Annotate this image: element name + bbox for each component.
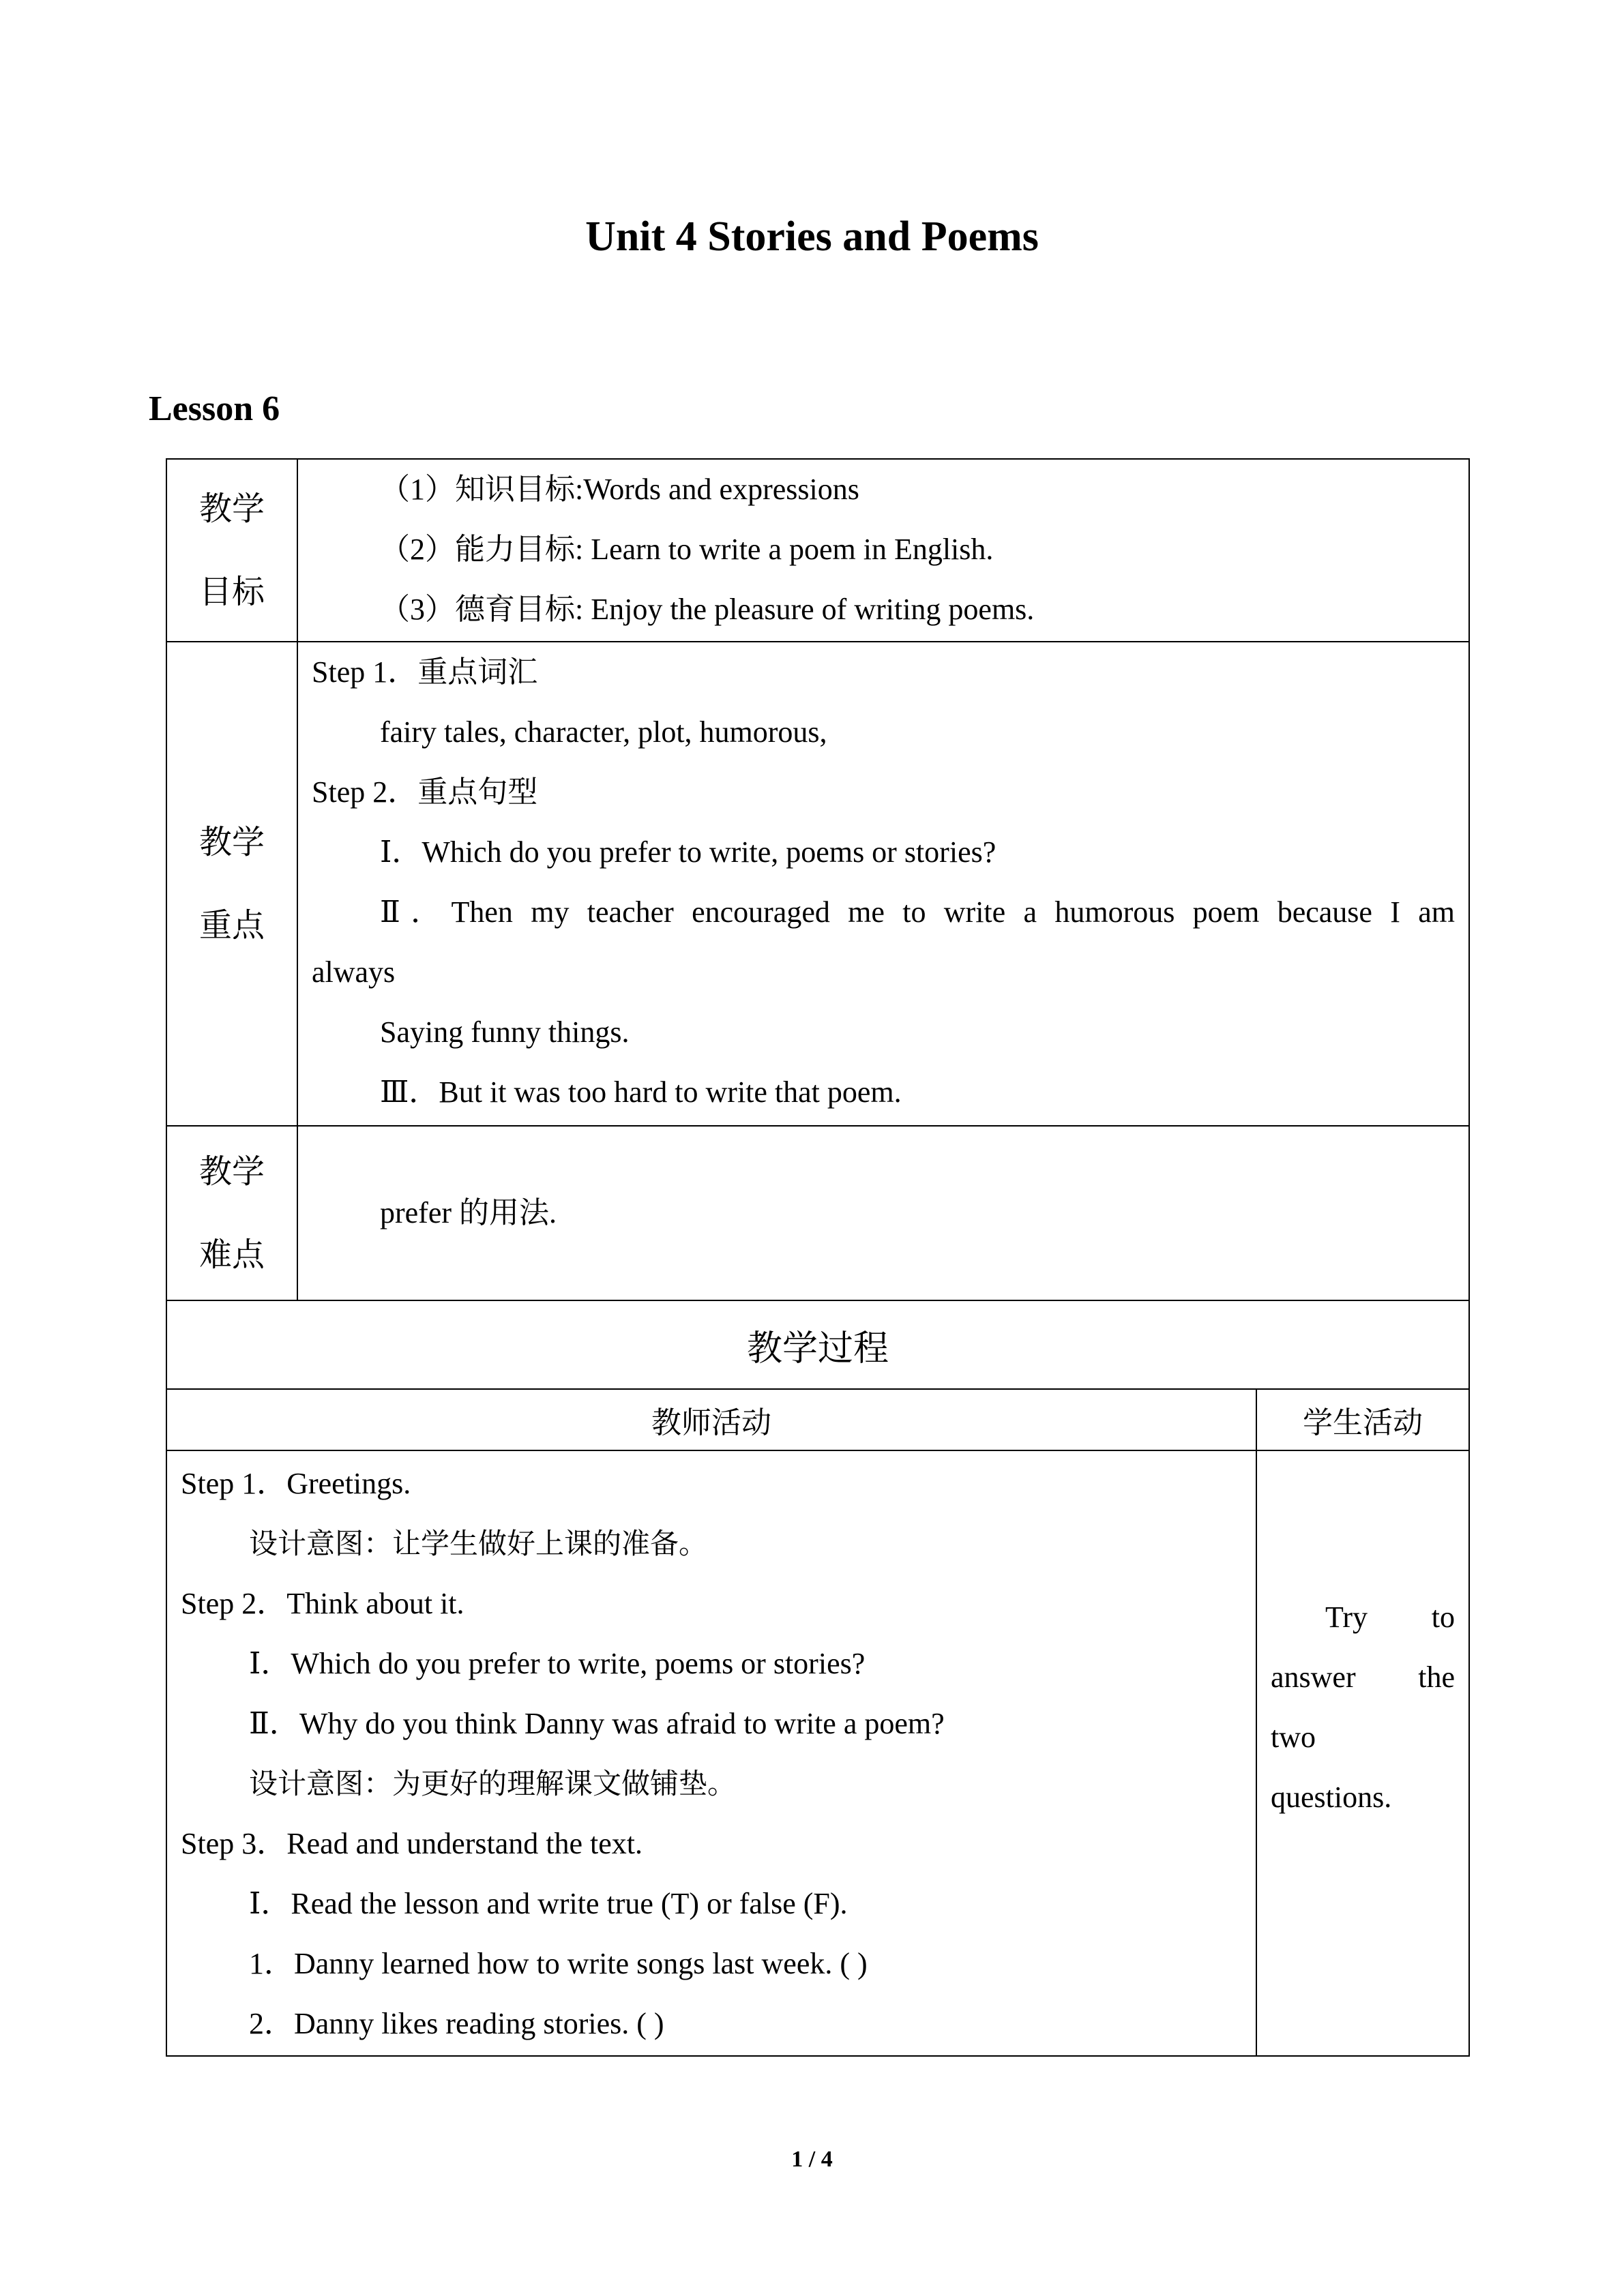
process-question-1: Ⅰ．Which do you prefer to write, poems or stories?: [249, 1647, 866, 1680]
process-question-2: Ⅱ．Why do you think Danny was afraid to write a poem?: [249, 1707, 945, 1740]
difficulties-label-line-1: 教学: [198, 1152, 265, 1191]
process-heading: 教学过程: [166, 1300, 1469, 1389]
student-line-2: answer the: [1271, 1660, 1456, 1694]
process-item-1: 1．Danny learned how to write songs last week. ( ): [249, 1947, 868, 1980]
document-title: Unit 4 Stories and Poems: [585, 213, 1039, 260]
teacher-activity-content: [166, 1450, 1256, 2056]
objective-knowledge: （1）知识目标:Words and expressions: [380, 473, 859, 506]
student-line-4: questions.: [1271, 1780, 1392, 1814]
difficulties-row: [166, 1126, 1469, 1300]
student-activity-content: [1256, 1450, 1469, 2056]
process-step-3: Step 3．Read and understand the text.: [181, 1827, 643, 1860]
process-table: [166, 1300, 1470, 2057]
lesson-plan-table: [166, 458, 1470, 1301]
key-vocab: fairy tales, character, plot, humorous,: [380, 715, 827, 749]
lesson-heading: Lesson 6: [149, 389, 280, 428]
student-line-1: Try to: [1325, 1600, 1456, 1634]
objectives-label-line-1: 教学: [198, 490, 265, 528]
key-points-label-line-1: 教学: [198, 823, 265, 861]
process-heading-row: [166, 1300, 1469, 1389]
process-body-row: [166, 1450, 1469, 2056]
objectives-label-line-2: 目标: [198, 573, 265, 611]
key-sentence-2-cont: always: [312, 955, 396, 989]
key-sentence-3: Ⅲ．But it was too hard to write that poem.: [380, 1075, 902, 1109]
objectives-row: [166, 459, 1469, 642]
process-intent-2: 设计意图：为更好的理解课文做铺垫。: [249, 1767, 737, 1800]
difficulty-text: prefer 的用法.: [380, 1196, 557, 1229]
process-step-2: Step 2．Think about it.: [181, 1587, 464, 1620]
process-task-1: Ⅰ．Read the lesson and write true (T) or false (F).: [249, 1887, 848, 1920]
difficulties-label-line-2: 难点: [198, 1236, 265, 1274]
objective-moral: （3）德育目标: Enjoy the pleasure of writing poems.: [380, 593, 1035, 626]
process-intent-1: 设计意图：让学生做好上课的准备。: [249, 1527, 708, 1560]
key-sentence-1: Ⅰ．Which do you prefer to write, poems or stories?: [380, 835, 996, 869]
key-sentence-2-text: Ⅱ．Then my teacher encouraged me to write a humorous poem because I am: [380, 895, 1455, 929]
objectives-label: [166, 459, 297, 642]
key-sentence-2-line-2: Saying funny things.: [380, 1015, 630, 1049]
student-activity-header: 学生活动: [1256, 1389, 1469, 1450]
student-line-3: two: [1271, 1720, 1316, 1754]
page-number: 1 / 4: [791, 2147, 833, 2172]
process-column-headers: [166, 1389, 1469, 1450]
process-step-1: Step 1．Greetings.: [181, 1467, 411, 1500]
key-points-label-line-2: 重点: [198, 906, 265, 944]
process-item-2: 2．Danny likes reading stories. ( ): [249, 2007, 664, 2040]
key-step-2: Step 2．重点句型: [312, 775, 538, 809]
objectives-content: [297, 459, 1469, 642]
difficulties-label: [166, 1126, 297, 1300]
key-points-label: [166, 642, 297, 1126]
key-points-row: [166, 642, 1469, 1126]
teacher-activity-header: 教师活动: [166, 1389, 1256, 1450]
difficulties-content: [297, 1126, 1469, 1300]
objective-ability: （2）能力目标: Learn to write a poem in English.: [380, 533, 994, 566]
key-sentence-2: [298, 882, 1468, 942]
key-step-1: Step 1．重点词汇: [312, 655, 538, 689]
key-points-content: [297, 642, 1469, 1126]
